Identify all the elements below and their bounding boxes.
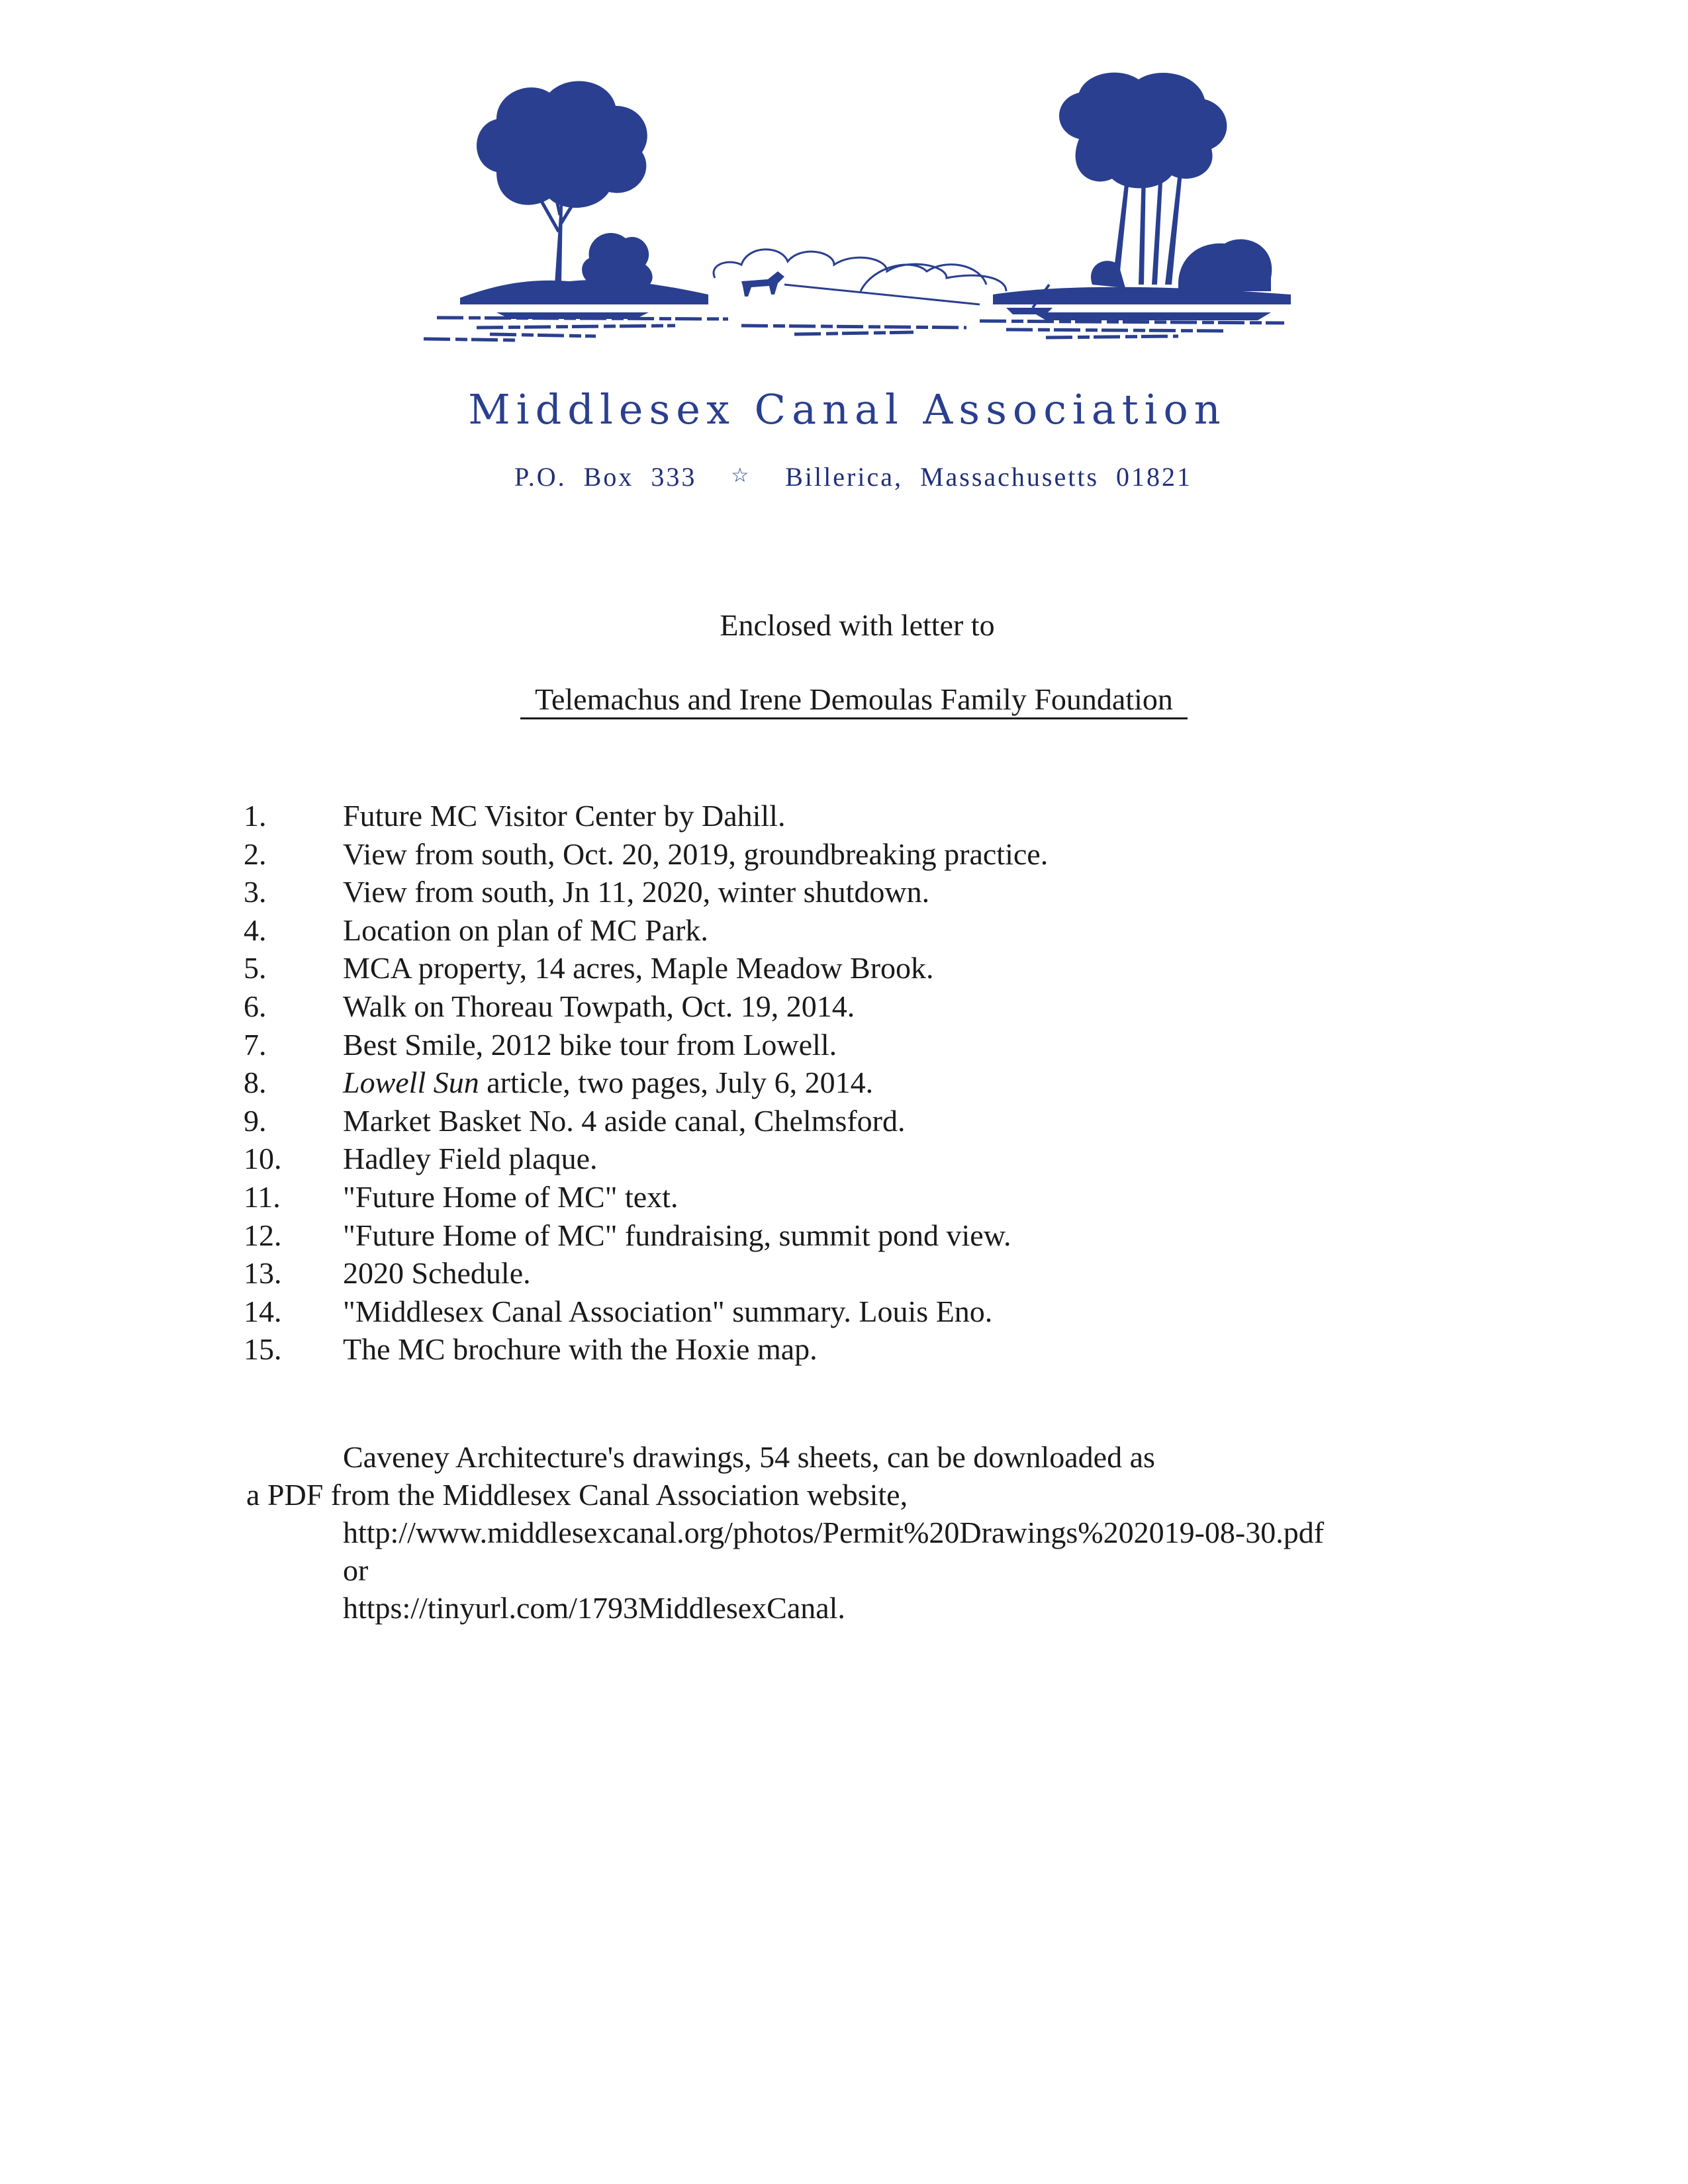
list-item — [244, 1064, 1501, 1102]
list-item-number: 14. — [244, 1294, 282, 1328]
list-item-text: "Future Home of MC" text. — [343, 1179, 679, 1214]
recipient-line — [0, 682, 1688, 717]
list-item-number: 10. — [244, 1142, 282, 1176]
address-po-box: P.O. Box 333 — [514, 462, 697, 492]
list-item — [244, 1293, 1501, 1331]
list-item-number: 13. — [244, 1256, 282, 1291]
list-item-text: MCA property, 14 acres, Maple Meadow Brook. — [343, 951, 934, 985]
star-icon: ☆ — [731, 465, 751, 486]
list-item-number: 3. — [244, 875, 267, 909]
list-item — [244, 1254, 1501, 1293]
list-item-text: Hadley Field plaque. — [343, 1142, 598, 1176]
list-item-text: "Middlesex Canal Association" summary. Louis Eno. — [343, 1294, 993, 1328]
list-item-text — [343, 1064, 873, 1102]
list-item-text: Walk on Thoreau Towpath, Oct. 19, 2014. — [343, 989, 855, 1023]
list-item — [244, 1216, 1501, 1255]
list-item — [244, 1102, 1501, 1140]
list-item-number: 15. — [244, 1332, 282, 1367]
note-line-2: a PDF from the Middlesex Canal Association website, — [246, 1478, 908, 1512]
list-item-number: 2. — [244, 837, 267, 871]
note-or: or — [343, 1553, 369, 1587]
list-item-number: 6. — [244, 989, 267, 1023]
list-item — [244, 1330, 1501, 1369]
list-item — [244, 873, 1501, 911]
enclosure-list — [244, 797, 1501, 1369]
list-item-text: Market Basket No. 4 aside canal, Chelmsford. — [343, 1103, 906, 1138]
recipient-name: Telemachus and Irene Demoulas Family Foundation — [520, 682, 1188, 719]
list-item-rest: article, two pages, July 6, 2014. — [479, 1066, 874, 1100]
download-url-2[interactable]: https://tinyurl.com/1793MiddlesexCanal. — [343, 1591, 845, 1625]
list-item-text: View from south, Oct. 20, 2019, groundbreaking practice. — [343, 837, 1049, 871]
download-url-1[interactable]: http://www.middlesexcanal.org/photos/Permit%20Drawings%202019-08-30.pdf — [343, 1516, 1325, 1549]
list-item — [244, 1178, 1501, 1216]
list-item-number: 8. — [244, 1066, 267, 1100]
publication-title: Lowell Sun — [343, 1066, 479, 1100]
letterhead — [0, 0, 1688, 529]
list-item-number: 7. — [244, 1027, 267, 1062]
list-item-text: 2020 Schedule. — [343, 1256, 531, 1291]
left-tree-canopy — [477, 81, 647, 208]
list-item-text: The MC brochure with the Hoxie map. — [343, 1332, 818, 1367]
list-item — [244, 1140, 1501, 1178]
list-item-text: Location on plan of MC Park. — [343, 913, 708, 947]
list-item-number: 11. — [244, 1179, 281, 1214]
org-address — [0, 461, 1688, 492]
list-item-text: Best Smile, 2012 bike tour from Lowell. — [343, 1027, 837, 1062]
horse — [741, 271, 784, 296]
list-item-number: 5. — [244, 951, 267, 985]
note-line-1: Caveney Architecture's drawings, 54 sheets, can be downloaded as — [343, 1440, 1155, 1474]
list-item — [244, 911, 1501, 950]
list-item — [244, 949, 1501, 987]
list-item-number: 12. — [244, 1218, 282, 1252]
list-item-number: 9. — [244, 1103, 267, 1138]
address-city: Billerica, Massachusetts 01821 — [785, 462, 1193, 492]
canal-landscape-logo — [397, 66, 1297, 357]
list-item — [244, 835, 1501, 874]
enclosure-caption: Enclosed with letter to — [720, 608, 995, 642]
list-item-text: View from south, Jn 11, 2020, winter shutdown. — [343, 875, 930, 909]
list-item-text: "Future Home of MC" fundraising, summit pond view. — [343, 1218, 1011, 1252]
list-item-text: Future MC Visitor Center by Dahill. — [343, 799, 786, 833]
list-item-number: 1. — [244, 799, 267, 833]
list-item — [244, 797, 1501, 835]
list-item-number: 4. — [244, 913, 267, 947]
list-item — [244, 987, 1501, 1026]
right-tree-canopy — [1059, 73, 1227, 189]
list-item — [244, 1026, 1501, 1064]
org-name: Middlesex Canal Association — [468, 385, 1227, 433]
